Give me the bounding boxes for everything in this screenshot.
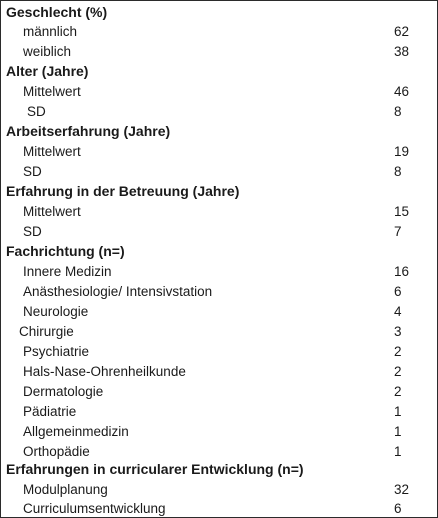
row-label: SD bbox=[27, 104, 46, 119]
section-header-curriculum-experience bbox=[1, 459, 437, 479]
row-value: 8 bbox=[394, 104, 402, 119]
table-row bbox=[1, 161, 437, 181]
row-label: Mittelwert bbox=[23, 144, 81, 159]
row-value: 6 bbox=[394, 284, 402, 299]
row-label: männlich bbox=[23, 24, 78, 39]
row-label: Innere Medizin bbox=[23, 264, 112, 279]
table-row bbox=[1, 421, 437, 441]
row-value: 2 bbox=[394, 384, 402, 399]
row-value: 1 bbox=[394, 404, 402, 419]
row-value: 1 bbox=[394, 444, 402, 459]
section-title: Arbeitserfahrung (Jahre) bbox=[6, 123, 171, 139]
row-value: 8 bbox=[394, 164, 402, 179]
table-row bbox=[1, 221, 437, 241]
row-label: Dermatologie bbox=[23, 384, 104, 399]
row-value: 46 bbox=[394, 84, 410, 99]
table-row bbox=[1, 41, 437, 61]
table-row bbox=[1, 321, 437, 341]
table-row bbox=[1, 381, 437, 401]
row-value: 7 bbox=[394, 224, 402, 239]
row-value: 19 bbox=[394, 144, 410, 159]
row-label: Pädiatrie bbox=[23, 404, 77, 419]
table-row bbox=[1, 21, 437, 41]
row-label: Orthopädie bbox=[23, 444, 90, 459]
table-row bbox=[1, 301, 437, 321]
table-row bbox=[1, 281, 437, 301]
section-title: Alter (Jahre) bbox=[6, 63, 89, 79]
row-value: 2 bbox=[394, 364, 402, 379]
row-label: Chirurgie bbox=[19, 324, 74, 339]
table-row bbox=[1, 361, 437, 381]
row-label: SD bbox=[23, 224, 42, 239]
section-title: Erfahrung in der Betreuung (Jahre) bbox=[6, 183, 240, 199]
row-label: Allgemeinmedizin bbox=[23, 424, 129, 439]
row-label: Mittelwert bbox=[23, 204, 81, 219]
row-value: 15 bbox=[394, 204, 410, 219]
row-label: Modulplanung bbox=[23, 482, 108, 497]
table-row bbox=[1, 401, 437, 421]
section-header-gender bbox=[1, 2, 437, 22]
table-row bbox=[1, 101, 437, 121]
table-row bbox=[1, 81, 437, 101]
row-label: Curriculumsentwicklung bbox=[23, 501, 166, 516]
row-label: Mittelwert bbox=[23, 84, 81, 99]
section-title: Geschlecht (%) bbox=[6, 4, 108, 20]
row-value: 16 bbox=[394, 264, 410, 279]
row-label: Psychiatrie bbox=[23, 344, 90, 359]
row-label: Neurologie bbox=[23, 304, 89, 319]
section-header-age bbox=[1, 61, 437, 81]
section-title: Fachrichtung (n=) bbox=[6, 243, 125, 259]
row-label: Anästhesiologie/ Intensivstation bbox=[23, 284, 213, 299]
table-row bbox=[1, 498, 437, 518]
table-row bbox=[1, 479, 437, 499]
section-header-supervision-experience bbox=[1, 181, 437, 201]
row-value: 4 bbox=[394, 304, 402, 319]
row-label: SD bbox=[23, 164, 42, 179]
row-value: 6 bbox=[394, 501, 402, 516]
row-value: 3 bbox=[394, 324, 402, 339]
row-value: 62 bbox=[394, 24, 410, 39]
row-value: 32 bbox=[394, 482, 410, 497]
row-value: 38 bbox=[394, 44, 410, 59]
row-value: 2 bbox=[394, 344, 402, 359]
section-title: Erfahrungen in curricularer Entwicklung (n=) bbox=[6, 461, 304, 477]
table-row bbox=[1, 141, 437, 161]
section-header-work-experience bbox=[1, 121, 437, 141]
table-row bbox=[1, 441, 437, 461]
row-value: 1 bbox=[394, 424, 402, 439]
table-row bbox=[1, 201, 437, 221]
table-row bbox=[1, 341, 437, 361]
row-label: Hals-Nase-Ohrenheilkunde bbox=[23, 364, 186, 379]
row-label: weiblich bbox=[23, 44, 72, 59]
section-header-specialty bbox=[1, 241, 437, 261]
table-row bbox=[1, 261, 437, 281]
